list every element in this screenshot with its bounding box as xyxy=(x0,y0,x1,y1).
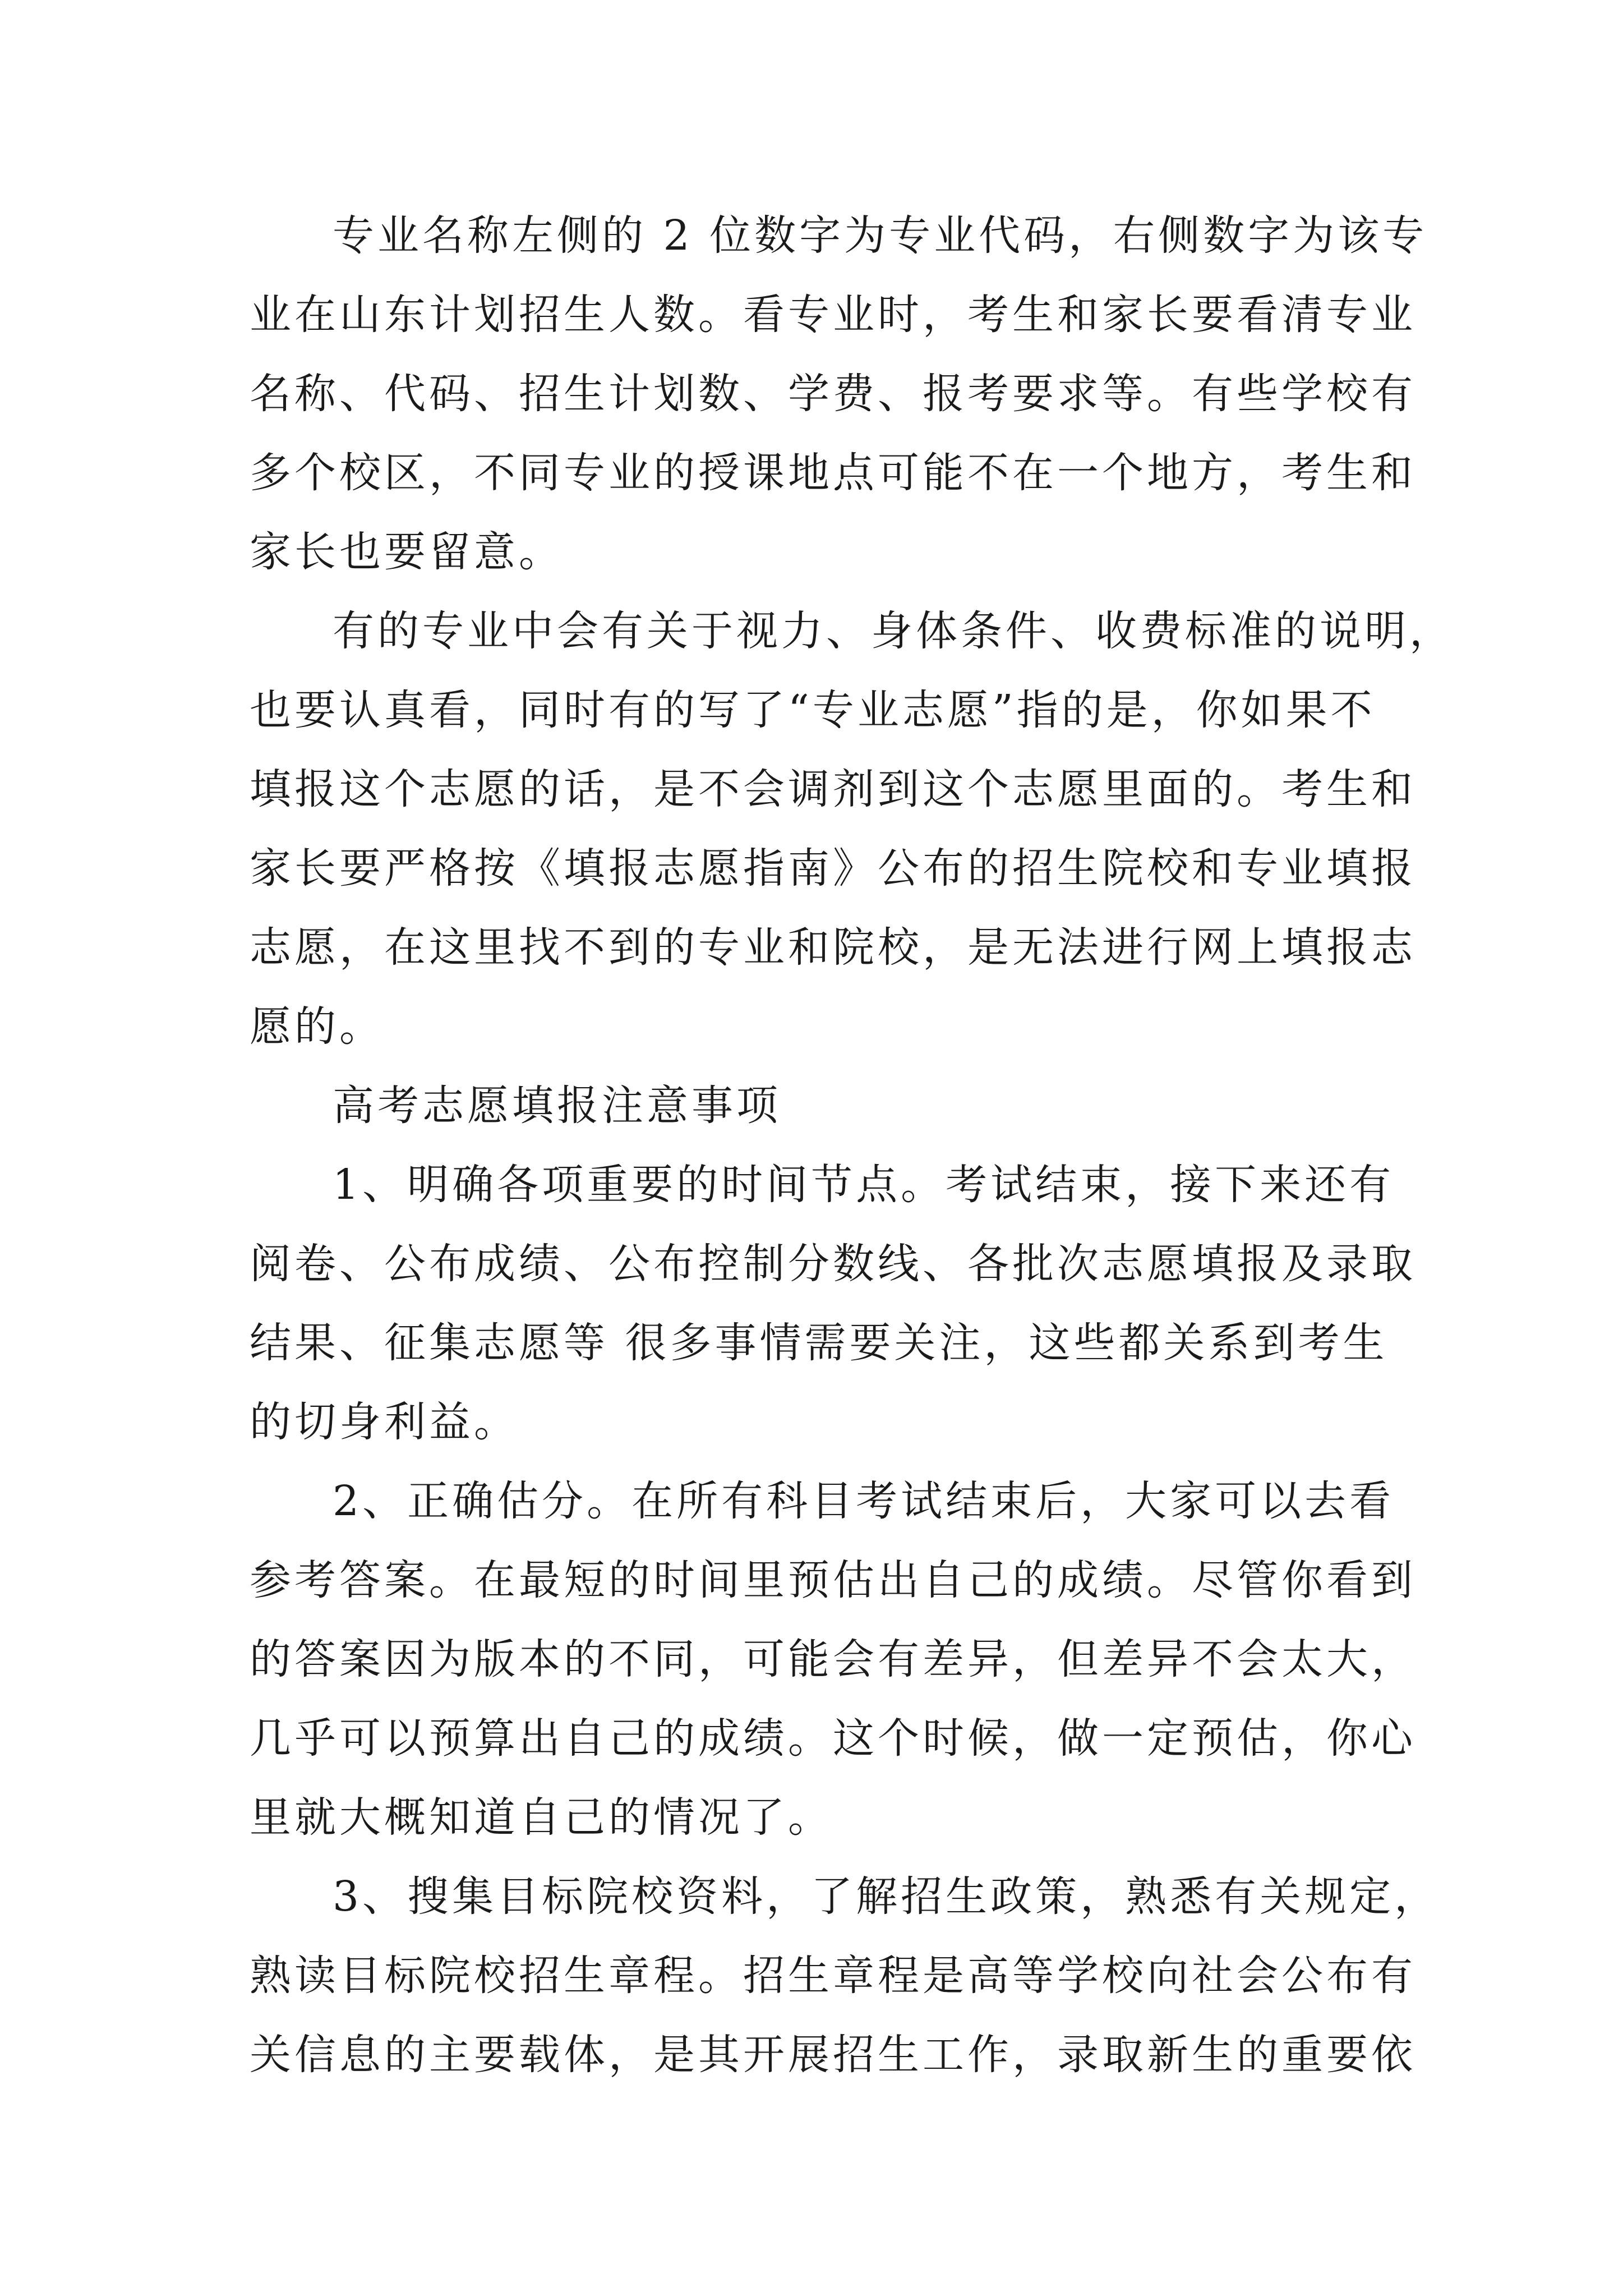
paragraph-line: 阅卷、公布成绩、公布控制分数线、各批次志愿填报及录取 xyxy=(250,1240,1416,1288)
paragraph-line: 家长要严格按《填报志愿指南》公布的招生院校和专业填报 xyxy=(250,844,1416,892)
paragraph-major-conditions xyxy=(250,592,1454,1066)
paragraph-line: 2、正确估分。在所有科目考试结束后，大家可以去看 xyxy=(333,1477,1395,1525)
paragraph-line: 的答案因为版本的不同，可能会有差异，但差异不会太大， xyxy=(250,1635,1416,1683)
paragraph-line: 熟读目标院校招生章程。招生章程是高等学校向社会公布有 xyxy=(250,1952,1416,2000)
paragraph-major-code xyxy=(250,196,1428,592)
paragraph-line: 专业名称左侧的 2 位数字为专业代码，右侧数字为该专 xyxy=(333,211,1428,260)
paragraph-line: 愿的。 xyxy=(250,1002,384,1051)
paragraph-line: 几乎可以预算出自己的成绩。这个时候，做一定预估，你心 xyxy=(250,1714,1416,1763)
paragraph-line: 业在山东计划招生人数。看专业时，考生和家长要看清专业 xyxy=(250,291,1416,339)
paragraph-line: 3、搜集目标院校资料，了解招生政策，熟悉有关规定， xyxy=(333,1872,1440,1921)
paragraph-line: 多个校区，不同专业的授课地点可能不在一个地方，考生和 xyxy=(250,449,1416,497)
paragraph-line: 有的专业中会有关于视力、身体条件、收费标准的说明， xyxy=(333,607,1454,655)
paragraph-line: 也要认真看，同时有的写了“专业志愿”指的是，你如果不 xyxy=(250,686,1376,734)
paragraph-line: 1、明确各项重要的时间节点。考试结束，接下来还有 xyxy=(333,1161,1395,1209)
paragraph-line: 的切身利益。 xyxy=(250,1398,519,1446)
paragraph-line: 填报这个志愿的话，是不会调剂到这个志愿里面的。考生和 xyxy=(250,765,1416,813)
paragraph-line: 名称、代码、招生计划数、学费、报考要求等。有些学校有 xyxy=(250,370,1416,418)
paragraph-line: 参考答案。在最短的时间里预估出自己的成绩。尽管你看到 xyxy=(250,1556,1416,1604)
section-heading xyxy=(250,1066,1377,1145)
list-item-1 xyxy=(250,1145,1416,1462)
paragraph-line: 志愿，在这里找不到的专业和院校，是无法进行网上填报志 xyxy=(250,923,1416,972)
paragraph-line: 关信息的主要载体，是其开展招生工作，录取新生的重要依 xyxy=(250,2031,1416,2079)
paragraph-line: 结果、征集志愿等 很多事情需要关注，这些都关系到考生 xyxy=(250,1319,1388,1367)
list-item-2 xyxy=(250,1462,1416,1857)
paragraph-line: 里就大概知道自己的情况了。 xyxy=(250,1793,833,1842)
document-body xyxy=(250,196,1454,2095)
list-item-3 xyxy=(250,1857,1440,2095)
section-heading-text: 高考志愿填报注意事项 xyxy=(333,1082,781,1130)
paragraph-line: 家长也要留意。 xyxy=(250,528,564,576)
